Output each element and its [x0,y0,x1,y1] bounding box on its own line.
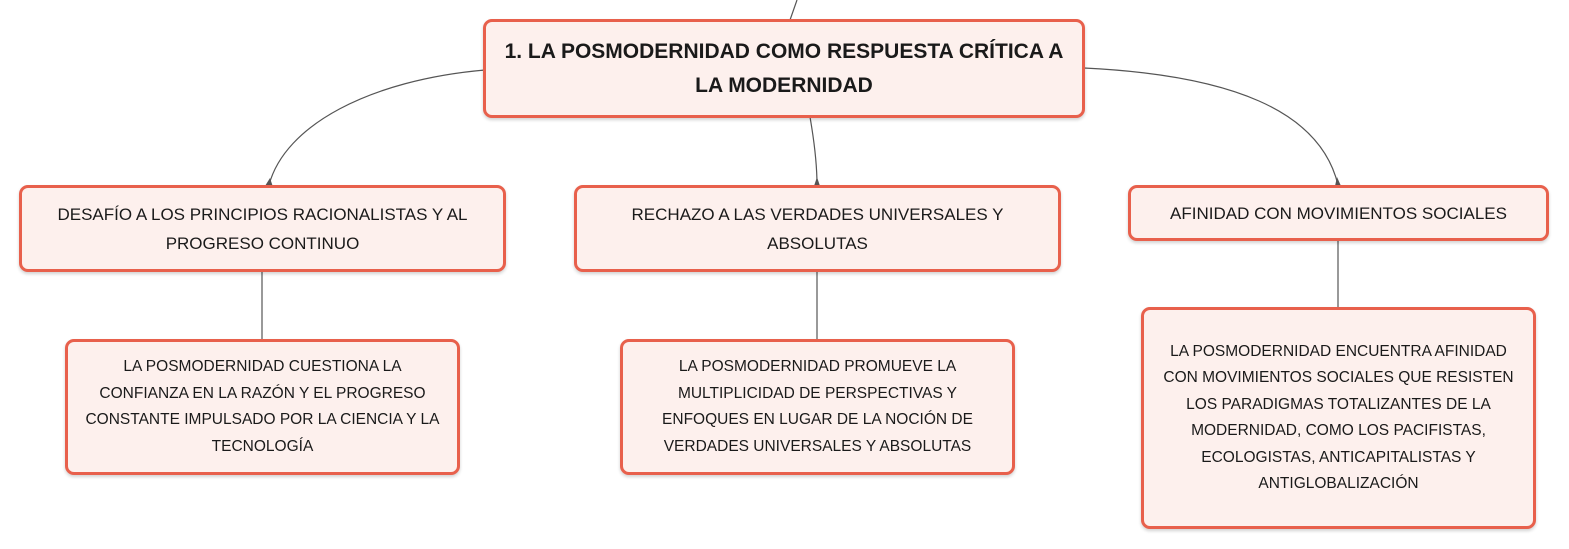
detail-node-text: LA POSMODERNIDAD CUESTIONA LA CONFIANZA EN LA RAZÓN Y EL PROGRESO CONSTANTE IMPULSADO POR LA CIENCIA Y LA TECNOLOGÍA [85,358,440,455]
connector-root-branch-1 [269,70,485,185]
branch-node-label: RECHAZO A LAS VERDADES UNIVERSALES Y ABSOLUTAS [631,204,1004,253]
detail-node-text: LA POSMODERNIDAD PROMUEVE LA MULTIPLICIDAD DE PERSPECTIVAS Y ENFOQUES EN LUGAR DE LA NOCIÓN DE VERDADES UNIVERSALES Y ABSOLUTAS [662,358,973,455]
branch-node-3[interactable] [1128,185,1549,241]
detail-node-3[interactable] [1141,307,1536,529]
detail-node-text: LA POSMODERNIDAD ENCUENTRA AFINIDAD CON MOVIMIENTOS SOCIALES QUE RESISTEN LOS PARADIGMAS TOTALIZANTES DE LA MODERNIDAD, COMO LOS PACIFISTAS, ECOLOGISTAS, ANTICAPITALISTAS Y ANTIGLOBALIZACIÓN [1163,342,1514,492]
branch-node-label: AFINIDAD CON MOVIMIENTOS SOCIALES [1170,203,1507,223]
branch-node-2[interactable] [574,185,1061,272]
detail-node-2[interactable] [620,339,1015,475]
connector-incoming [790,0,797,20]
branch-node-label: DESAFÍO A LOS PRINCIPIOS RACIONALISTAS Y AL PROGRESO CONTINUO [57,204,468,253]
detail-node-1[interactable] [65,339,460,475]
connector-root-branch-3 [1084,68,1338,185]
branch-node-1[interactable] [19,185,506,272]
connector-root-branch-2 [810,117,817,185]
root-node[interactable] [483,19,1085,118]
root-node-label: 1. LA POSMODERNIDAD COMO RESPUESTA CRÍTICA A LA MODERNIDAD [504,39,1064,97]
